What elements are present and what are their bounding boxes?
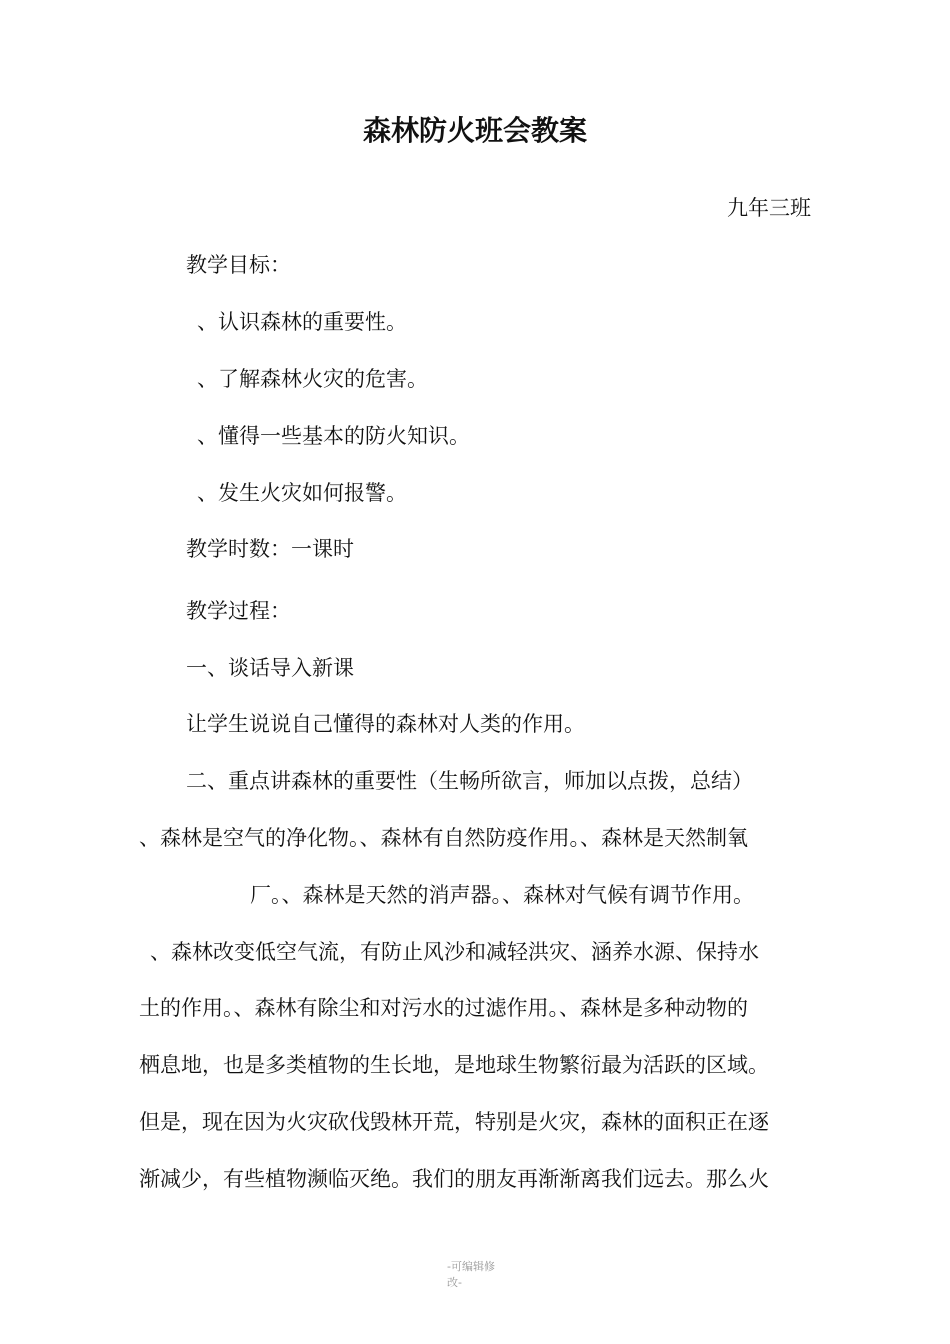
paragraph-line: 但是，现在因为火灾砍伐毁林开荒，特别是火灾，森林的面积正在逐 — [139, 1110, 769, 1134]
process-step-heading: 一、谈话导入新课 — [186, 656, 354, 680]
paragraph-line: 栖息地，也是多类植物的生长地，是地球生物繁衍最为活跃的区域。 — [139, 1053, 769, 1077]
page-footer: -可编辑修改- — [447, 1260, 495, 1289]
class-name: 九年三班 — [727, 196, 811, 220]
teaching-hours: 教学时数：一课时 — [186, 537, 354, 561]
paragraph-line: 让学生说说自己懂得的森林对人类的作用。 — [186, 712, 585, 736]
section-heading-process: 教学过程： — [186, 599, 291, 623]
process-step-heading: 二、重点讲森林的重要性（生畅所欲言，师加以点拨，总结） — [186, 769, 753, 793]
section-heading-objectives: 教学目标： — [186, 253, 291, 277]
paragraph-line: 厂。、森林是天然的消声器。、森林对气候有调节作用。 — [250, 883, 754, 907]
objective-item: 、懂得一些基本的防火知识。 — [197, 424, 470, 448]
objective-item: 、认识森林的重要性。 — [197, 310, 407, 334]
document-title: 森林防火班会教案 — [362, 114, 587, 147]
paragraph-line: 土的作用。、森林有除尘和对污水的过滤作用。、森林是多种动物的 — [139, 996, 748, 1020]
paragraph-line: 、森林改变低空气流，有防止风沙和减轻洪灾、涵养水源、保持水 — [150, 940, 759, 964]
objective-item: 、了解森林火灾的危害。 — [197, 367, 428, 391]
paragraph-line: 渐减少，有些植物濒临灭绝。我们的朋友再渐渐离我们远去。那么火 — [139, 1167, 769, 1191]
paragraph-line: 、森林是空气的净化物。、森林有自然防疫作用。、森林是天然制氧 — [139, 826, 748, 850]
objective-item: 、发生火灾如何报警。 — [197, 481, 407, 505]
